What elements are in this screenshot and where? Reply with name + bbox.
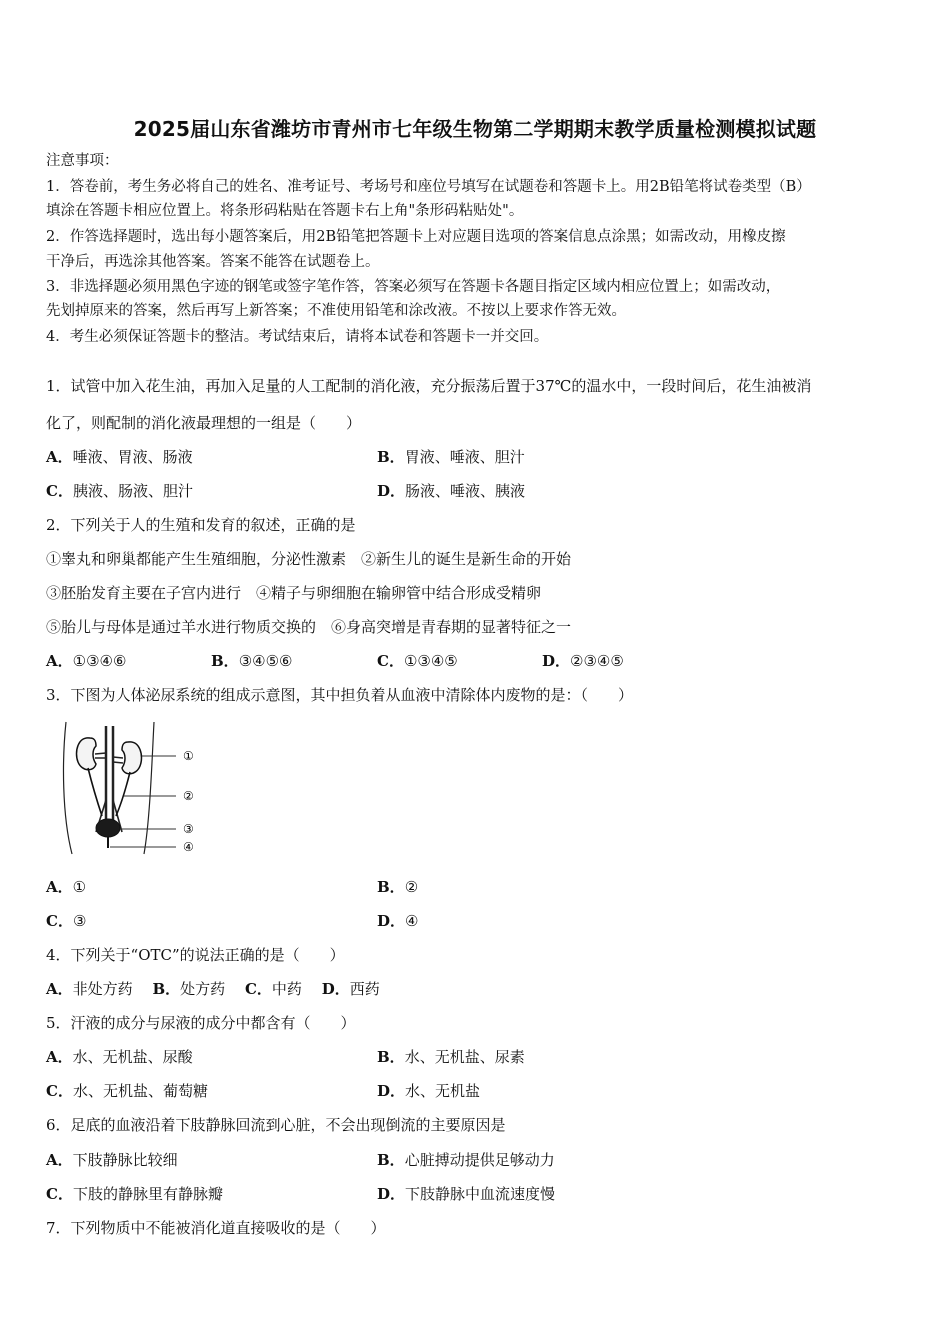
option-letter: D． xyxy=(377,1082,406,1100)
option-text: 心脏搏动提供足够动力 xyxy=(404,1151,555,1169)
option-letter: A． xyxy=(46,1151,73,1169)
diagram-label-2: ② xyxy=(183,789,194,803)
option-text: 胃液、唾液、胆汁 xyxy=(404,448,525,466)
option-text: ①③④⑤ xyxy=(403,652,458,670)
notice-line: 3．非选择题必须用黑色字迹的钢笔或签字笔作答，答案必须写在答题卡各题目指定区域内相应位置上；如需改动， xyxy=(46,279,781,295)
notice-line: 4．考生必须保证答题卡的整洁。考试结束后，请将本试卷和答题卡一并交回。 xyxy=(46,329,549,345)
option-letter: C． xyxy=(46,912,73,930)
diagram-label-1: ① xyxy=(183,749,194,763)
question-5-stem: 5．汗液的成分与尿液的成分中都含有（ ） xyxy=(46,1014,356,1032)
bladder xyxy=(96,819,120,837)
q3-option-b xyxy=(377,877,418,897)
option-text: 非处方药 xyxy=(72,980,133,998)
option-letter: C． xyxy=(46,482,73,500)
q3-option-d xyxy=(377,911,418,931)
question-1-stem: 1．试管中加入花生油，再加入足量的人工配制的消化液，充分振荡后置于37℃的温水中，一段时间后，花生油被消 xyxy=(46,377,812,395)
q5-option-a xyxy=(46,1047,193,1067)
option-text: 下肢静脉中血流速度慢 xyxy=(405,1185,556,1203)
body-outline xyxy=(64,722,72,854)
diagram-label-3: ③ xyxy=(183,822,194,836)
q1-option-c xyxy=(46,481,193,501)
question-2-statement: ③胚胎发育主要在子宫内进行 ④精子与卵细胞在输卵管中结合形成受精卵 xyxy=(46,584,542,602)
option-letter: B． xyxy=(377,448,405,466)
q5-option-c xyxy=(46,1081,208,1101)
option-letter: D． xyxy=(542,652,571,670)
option-text: ① xyxy=(72,878,87,896)
notice-line: 干净后，再选涂其他答案。答案不能答在试题卷上。 xyxy=(46,254,380,270)
option-letter: B． xyxy=(377,1048,405,1066)
q5-option-d xyxy=(377,1081,480,1101)
q6-option-d xyxy=(377,1184,555,1204)
q3-option-a xyxy=(46,877,86,897)
notice-heading: 注意事项： xyxy=(46,153,119,169)
notice-line: 填涂在答题卡相应位置上。将条形码粘贴在答题卡右上角"条形码粘贴处"。 xyxy=(46,203,524,219)
q1-option-d xyxy=(377,481,525,501)
question-2-statement: ①睾丸和卵巢都能产生生殖细胞，分泌性激素 ②新生儿的诞生是新生命的开始 xyxy=(46,550,572,568)
q6-option-a xyxy=(46,1150,178,1170)
q2-option-a xyxy=(46,651,126,671)
option-letter: B． xyxy=(152,980,181,998)
option-letter: A． xyxy=(46,878,73,896)
option-text: 西药 xyxy=(349,980,380,998)
option-text: 中药 xyxy=(271,980,302,998)
q6-option-c xyxy=(46,1184,223,1204)
option-text: 下肢的静脉里有静脉瓣 xyxy=(72,1185,223,1203)
option-text: ④ xyxy=(405,912,419,930)
option-text: 下肢静脉比较细 xyxy=(72,1151,178,1169)
question-1-stem-cont: 化了，则配制的消化液最理想的一组是（ ） xyxy=(46,414,362,432)
option-text: ③ xyxy=(72,912,87,930)
renal-vessel xyxy=(95,753,123,763)
body-outline xyxy=(144,722,154,854)
ureter xyxy=(88,768,102,816)
option-text: ①③④⑥ xyxy=(72,652,127,670)
q4-options-row xyxy=(46,979,380,999)
kidney-left xyxy=(77,738,97,770)
option-letter: C． xyxy=(46,1082,73,1100)
q1-option-b xyxy=(377,447,525,467)
ureter xyxy=(116,772,130,816)
option-text: 肠液、唾液、胰液 xyxy=(405,482,526,500)
option-letter: D． xyxy=(377,482,406,500)
option-letter: A． xyxy=(46,652,73,670)
option-text: 唾液、胃液、肠液 xyxy=(72,448,193,466)
option-letter: D． xyxy=(377,912,406,930)
q6-option-b xyxy=(377,1150,555,1170)
question-2-stem: 2．下列关于人的生殖和发育的叙述，正确的是 xyxy=(46,516,356,534)
option-letter: A． xyxy=(46,980,73,998)
diagram-label-4: ④ xyxy=(183,840,194,854)
option-text: 水、无机盐、尿素 xyxy=(404,1048,525,1066)
option-letter: B． xyxy=(377,878,405,896)
question-2-statement: ⑤胎儿与母体是通过羊水进行物质交换的 ⑥身高突增是青春期的显著特征之一 xyxy=(46,618,572,636)
page-title: 2025届山东省潍坊市青州市七年级生物第二学期期末教学质量检测模拟试题 xyxy=(133,117,817,141)
option-text: 水、无机盐 xyxy=(405,1082,481,1100)
q1-option-a xyxy=(46,447,193,467)
option-letter: C． xyxy=(377,652,404,670)
option-text: ③④⑤⑥ xyxy=(238,652,293,670)
question-6-stem: 6．足底的血液沿着下肢静脉回流到心脏，不会出现倒流的主要原因是 xyxy=(46,1116,506,1134)
option-text: 水、无机盐、葡萄糖 xyxy=(72,1082,208,1100)
notice-line: 先划掉原来的答案，然后再写上新答案；不准使用铅笔和涂改液。不按以上要求作答无效。 xyxy=(46,303,626,319)
option-text: ② xyxy=(404,878,419,896)
option-letter: A． xyxy=(46,1048,73,1066)
kidney-right xyxy=(122,742,142,774)
q2-option-d xyxy=(542,651,624,671)
urinary-system-diagram xyxy=(58,720,208,856)
option-letter: B． xyxy=(377,1151,405,1169)
q2-option-b xyxy=(211,651,292,671)
option-letter: C． xyxy=(244,980,272,998)
q5-option-b xyxy=(377,1047,525,1067)
option-text: 水、无机盐、尿酸 xyxy=(72,1048,193,1066)
notice-line: 1．答卷前，考生务必将自己的姓名、准考证号、考场号和座位号填写在试题卷和答题卡上。用2B铅笔将试卷类型（B） xyxy=(46,179,811,195)
option-text: 胰液、肠液、胆汁 xyxy=(72,482,193,500)
q3-option-c xyxy=(46,911,86,931)
option-text: ②③④⑤ xyxy=(570,652,624,670)
option-letter: C． xyxy=(46,1185,73,1203)
notice-line: 2．作答选择题时，选出每小题答案后，用2B铅笔把答题卡上对应题目选项的答案信息点涂黑；如需改动，用橡皮擦 xyxy=(46,229,786,245)
option-letter: D． xyxy=(321,980,350,998)
option-letter: A． xyxy=(46,448,73,466)
option-letter: B． xyxy=(211,652,239,670)
option-text: 处方药 xyxy=(180,980,226,998)
option-letter: D． xyxy=(377,1185,406,1203)
question-3-stem: 3．下图为人体泌尿系统的组成示意图，其中担负着从血液中清除体内废物的是：（ ） xyxy=(46,686,634,704)
question-4-stem: 4．下列关于“OTC”的说法正确的是（ ） xyxy=(46,946,345,964)
q2-option-c xyxy=(377,651,458,671)
question-7-stem: 7．下列物质中不能被消化道直接吸收的是（ ） xyxy=(46,1219,386,1237)
